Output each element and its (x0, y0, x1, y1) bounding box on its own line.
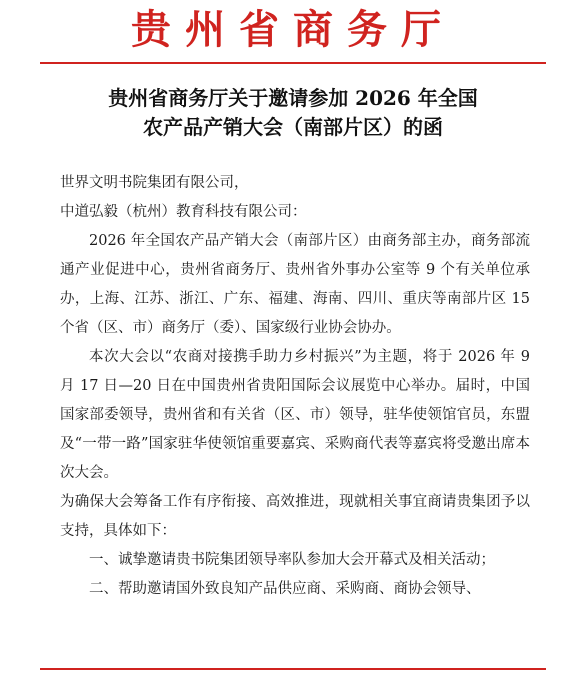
letter-body (60, 169, 530, 604)
document-title (40, 84, 546, 142)
letterhead: 贵州省商务厅 (131, 6, 455, 53)
title-line-2: 农产品产销大会（南部片区）的函 (143, 115, 443, 139)
paragraph-2: 本次大会以“农商对接携手助力乡村振兴”为主题，将于 2026 年 9 月 17 日—20 日在中国贵州省贵阳国际会议展览中心举办。届时，中国国家部委领导，贵州省和有关省（区、市）领导，驻华使领馆官员，东盟及“一带一路”国家驻华使领馆重要嘉宾、采购商代表等嘉宾将受邀出席本次大会。 (60, 349, 530, 481)
letterhead-divider (40, 62, 546, 64)
addressee-1: 世界文明书院集团有限公司， (60, 175, 249, 191)
list-item-1: 一、诚挚邀请贵书院集团领导率队参加大会开幕式及相关活动； (89, 552, 495, 568)
list-item-2: 二、帮助邀请国外致良知产品供应商、采购商、商协会领导、 (89, 581, 481, 597)
addressee-2: 中道弘毅（杭州）教育科技有限公司： (60, 204, 307, 220)
footer-divider (40, 668, 546, 670)
title-line-1: 贵州省商务厅关于邀请参加 2026 年全国 (108, 86, 478, 110)
paragraph-3: 为确保大会筹备工作有序衔接、高效推进，现就相关事宜商请贵集团予以支持，具体如下： (60, 494, 530, 539)
paragraph-1: 2026 年全国农产品产销大会（南部片区）由商务部主办，商务部流通产业促进中心，贵州省商务厅、贵州省外事办公室等 9 个有关单位承办，上海、江苏、浙江、广东、福建、海南、四川、重庆等南部片区 15 个省（区、市）商务厅（委）、国家级行业协会协办。 (60, 233, 530, 336)
